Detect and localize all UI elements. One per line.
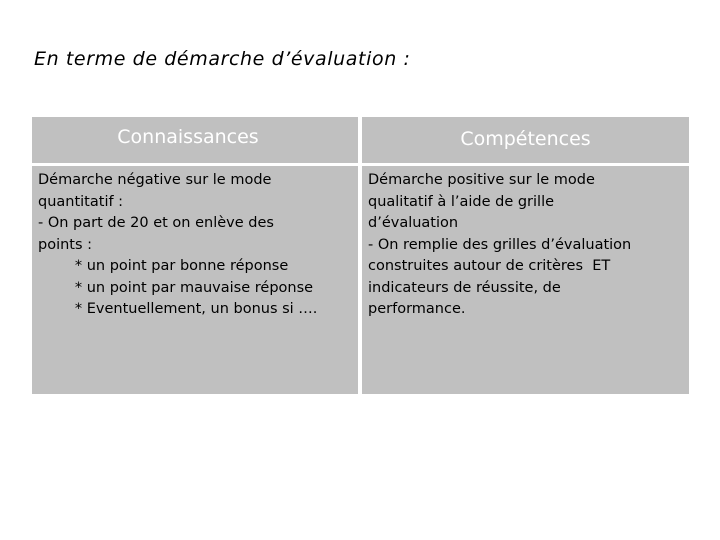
comparison-table	[31, 116, 690, 395]
table-cell-connaissances	[32, 166, 358, 394]
header-label-competences: Compétences	[460, 128, 591, 150]
table-cell-competences	[362, 166, 689, 394]
cell-text-connaissances: Démarche négative sur le mode quantitatif : - On part de 20 et on enlève des points : * un point par bonne réponse * un point par mauvaise réponse * Eventuellement, un bonus si ….	[38, 172, 318, 317]
cell-text-competences: Démarche positive sur le mode qualitatif à l’aide de grille d’évaluation - On remplie des grilles d’évaluation construites autour de critères ET indicateurs de réussite, de performance.	[368, 172, 632, 317]
header-label-connaissances: Connaissances	[117, 126, 259, 148]
table-header-connaissances	[32, 117, 358, 163]
slide-title: En terme de démarche d’évaluation :	[34, 48, 411, 70]
table-header-competences	[362, 117, 689, 163]
